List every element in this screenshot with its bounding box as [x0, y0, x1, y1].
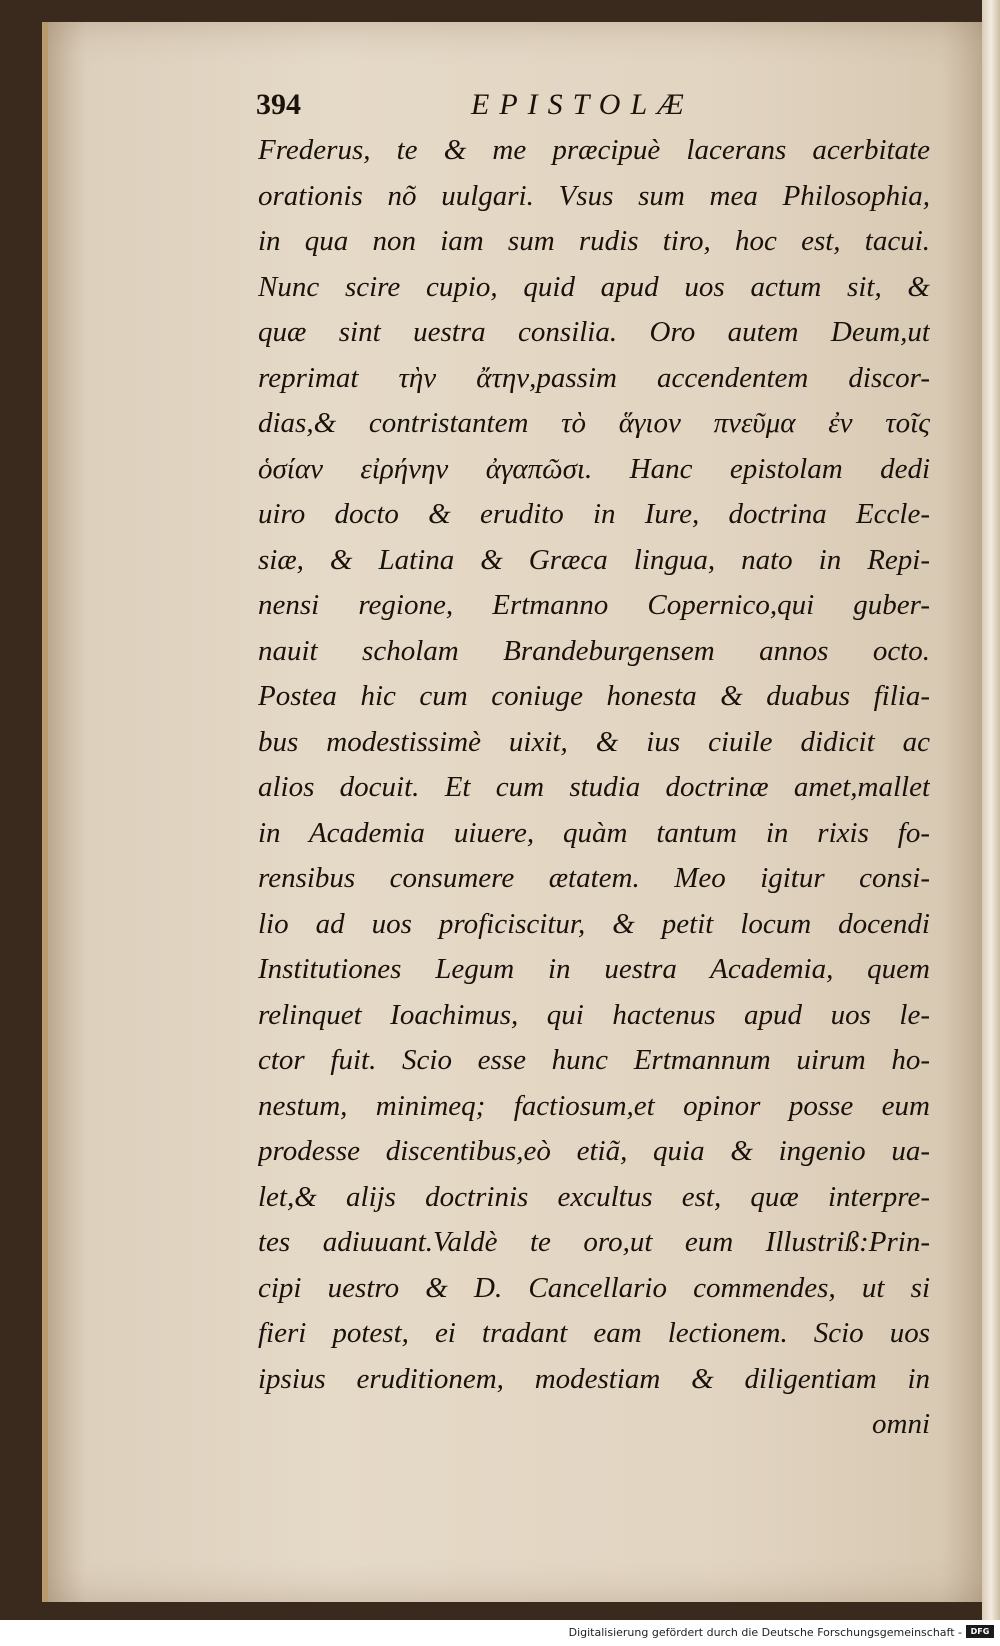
text-line: ctor fuit. Scio esse hunc Ertmannum uirum ho- [258, 1044, 930, 1076]
text-line: siæ, & Latina & Græca lingua, nato in Repi- [258, 543, 930, 576]
digitization-credit: Digitalisierung gefördert durch die Deutsche Forschungsgemeinschaft - [568, 1626, 962, 1639]
text-line: Postea hic cum coniuge honesta & duabus filia- [258, 680, 930, 712]
text-line: bus modestissimè uixit, & ius ciuile didicit ac [258, 725, 930, 758]
text-line: nestum, minimeq; factiosum,et opinor posse eum [258, 1089, 930, 1122]
text-line: nensi regione, Ertmanno Copernico,qui guber- [258, 589, 930, 621]
text-line: Frederus, te & me præcipuè lacerans acerbitate [258, 134, 930, 166]
text-line: uiro docto & erudito in Iure, doctrina Eccle- [258, 498, 930, 530]
text-line: quæ sint uestra consilia. Oro autem Deum,ut [258, 316, 930, 348]
running-head: EPISTOLÆ [471, 88, 694, 121]
dfg-logo: DFG [966, 1625, 994, 1638]
text-line: let,& alijs doctrinis excultus est, quæ interpre- [258, 1180, 930, 1213]
text-line: reprimat τὴν ἄτην,passim accendentem discor- [258, 361, 930, 394]
text-line: orationis nõ uulgari. Vsus sum mea Philosophia, [258, 179, 930, 212]
text-line: Institutiones Legum in uestra Academia, quem [258, 953, 930, 985]
text-line: ὁσίαν εἰρήνην ἀγαπῶσι. Hanc epistolam dedi [258, 452, 930, 485]
text-line: cipi uestro & D. Cancellario commendes, ut si [258, 1271, 930, 1304]
text-line: relinquet Ioachimus, qui hactenus apud uos le- [258, 998, 930, 1031]
text-line: ipsius eruditionem, modestiam & diligentiam in [258, 1362, 930, 1395]
text-line: nauit scholam Brandeburgensem annos octo. [258, 634, 930, 667]
text-line: omni [872, 1408, 930, 1440]
page-header [256, 88, 956, 128]
text-line: prodesse discentibus,eò etiã, quia & ingenio ua- [258, 1135, 930, 1167]
text-line: in qua non iam sum rudis tiro, hoc est, tacui. [258, 225, 930, 257]
footer [0, 1620, 1000, 1646]
text-line: dias,& contristantem τὸ ἅγιον πνεῦμα ἐν τοῖς [258, 407, 930, 439]
page-number: 394 [256, 88, 301, 121]
text-line: fieri potest, ei tradant eam lectionem. Scio uos [258, 1317, 930, 1349]
text-line: alios docuit. Et cum studia doctrinæ amet,mallet [258, 771, 930, 803]
page-edge [982, 0, 1000, 1620]
text-line: Nunc scire cupio, quid apud uos actum sit, & [258, 270, 930, 303]
text-line: in Academia uiuere, quàm tantum in rixis fo- [258, 816, 930, 849]
text-line: tes adiuuant.Valdè te oro,ut eum Illustriß:Prin- [258, 1226, 930, 1258]
body-text [258, 128, 930, 1448]
text-line: rensibus consumere ætatem. Meo igitur consi- [258, 862, 930, 894]
text-line: lio ad uos proficiscitur, & petit locum docendi [258, 907, 930, 940]
